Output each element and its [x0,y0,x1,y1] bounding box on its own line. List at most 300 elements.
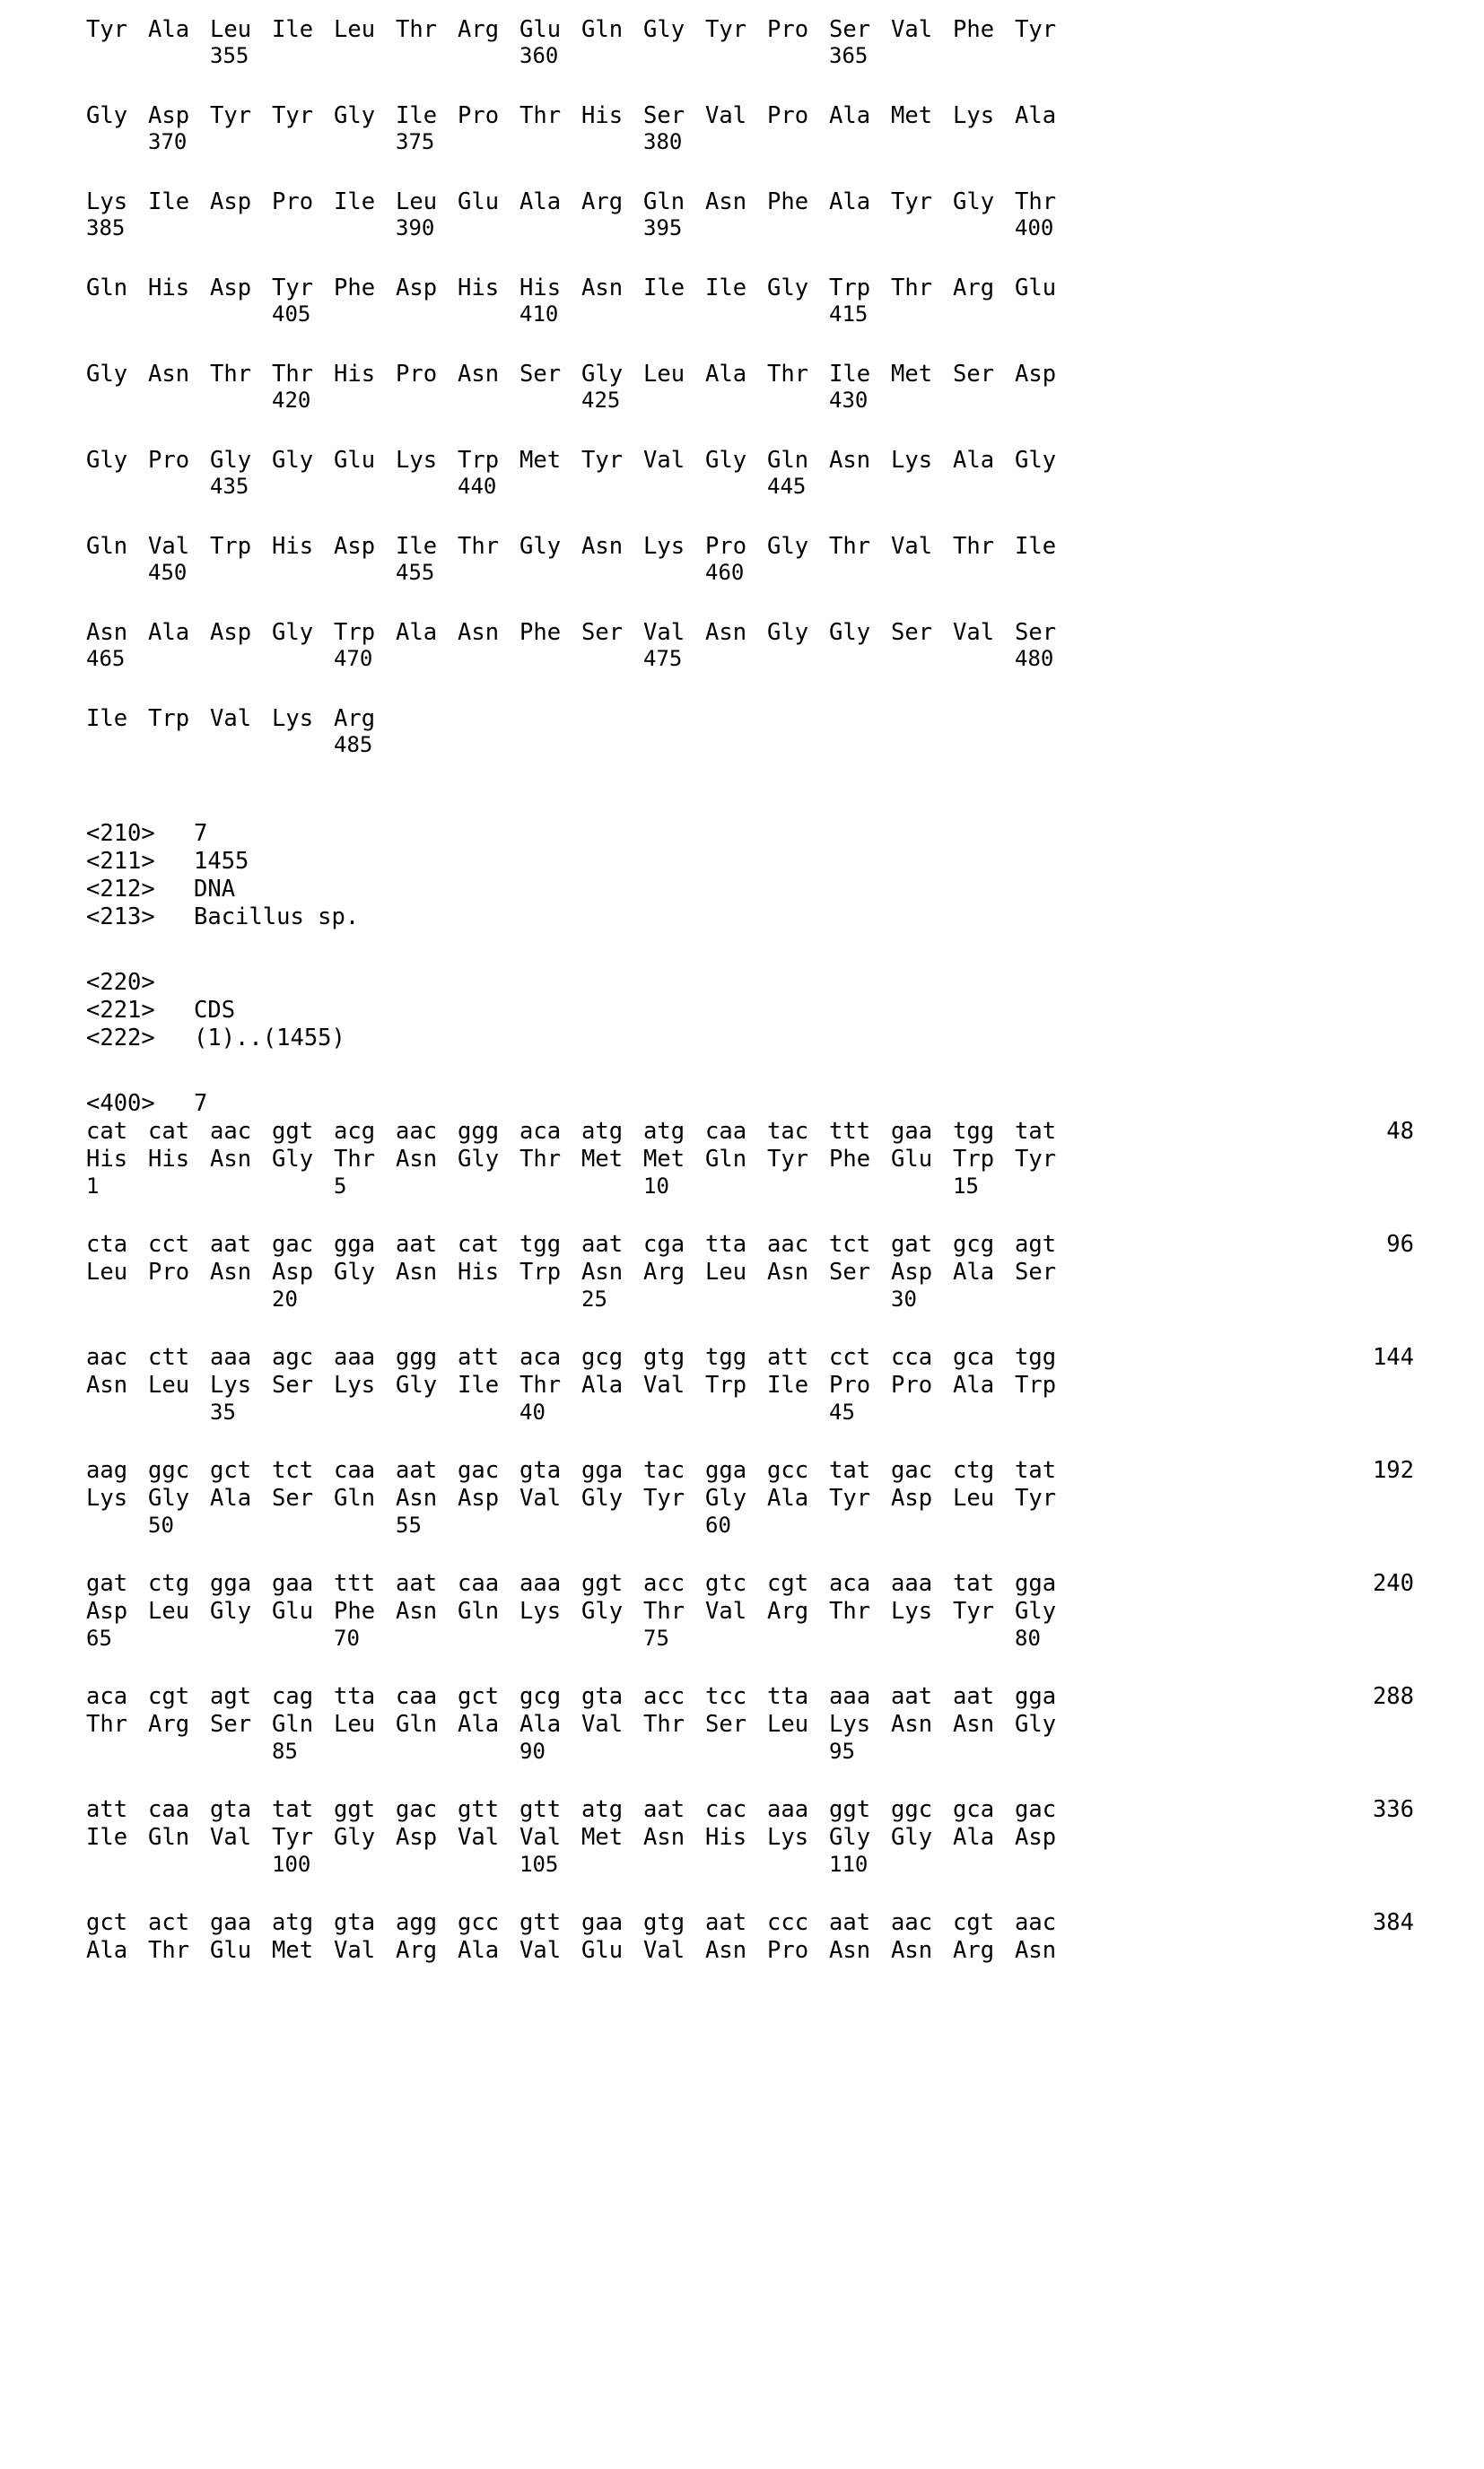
residue: Ile [767,1372,809,1399]
residue-number [148,1626,210,1651]
residue: Gly [272,619,314,646]
codon: gct [458,1683,500,1710]
codon: cga [643,1231,685,1258]
residue-number [953,1513,1015,1538]
residue: Asn [581,533,624,560]
residue: Gly [272,447,314,474]
codon: gta [581,1683,624,1710]
codon: aaa [334,1344,376,1371]
tag-value: CDS [194,997,236,1024]
codon: agt [210,1683,252,1710]
residue-number [396,301,458,327]
residue-number [272,560,334,585]
residue-number [1015,1287,1077,1312]
residue-number [272,129,334,154]
residue: Lys [829,1711,871,1738]
residue-number [767,1626,829,1651]
codon: gct [210,1457,252,1484]
residue: Ser [519,361,562,388]
residue: Leu [643,361,685,388]
residue-number [334,215,396,240]
residue: Pro [458,102,500,129]
residue-number [334,1513,396,1538]
residue-number [148,1852,210,1877]
residue-number [272,474,334,499]
codon: ggt [829,1796,871,1823]
codon: cag [272,1683,314,1710]
residue-number [148,1173,210,1199]
residue: Ile [86,1824,128,1851]
residue: Asn [891,1711,933,1738]
residue: Asp [891,1259,933,1286]
residue-number: 60 [705,1513,731,1538]
translation-row [86,1259,1414,1287]
residue-number [829,474,891,499]
codon: ggt [334,1796,376,1823]
residue-number [891,388,953,413]
residue: Lys [86,188,128,215]
residue-number [643,1400,705,1425]
residue: Leu [396,188,438,215]
codon: tat [1015,1457,1057,1484]
residue: Asn [86,1372,128,1399]
residue-number-row [86,1626,1414,1651]
residue: Ala [148,16,190,43]
residue-number [86,301,148,327]
residue: His [705,1824,747,1851]
residue-number [581,1852,643,1877]
residue: Gly [767,533,809,560]
protein-block [86,447,1414,499]
residue-number [767,301,829,327]
codon: caa [458,1570,500,1597]
residue: Arg [953,1937,995,1964]
residue-number [210,301,272,327]
residue-number [148,474,210,499]
residue-number [581,301,643,327]
codon: cgt [953,1909,995,1936]
residue-number [891,129,953,154]
codon: agc [272,1344,314,1371]
residue-number [396,1173,458,1199]
residue-number: 100 [272,1852,311,1877]
residue: Pro [767,1937,809,1964]
residue: Gly [643,16,685,43]
codon: gga [1015,1570,1057,1597]
codon-row [86,1457,1414,1485]
codon: aat [829,1909,871,1936]
residue-number: 30 [891,1287,917,1312]
residue-number [272,43,334,68]
codon: acg [334,1118,376,1145]
residue: Asp [458,1485,500,1512]
residue-number: 90 [519,1739,546,1764]
codon: gtt [458,1796,500,1823]
residue-number [891,1513,953,1538]
residue: Phe [519,619,562,646]
residue: Phe [334,275,376,301]
residue-row [86,16,1414,43]
residue-number [891,474,953,499]
residue: Gln [458,1598,500,1625]
residue-row [86,102,1414,129]
residue-number-row [86,1739,1414,1764]
residue: Ala [829,188,871,215]
residue: Trp [210,533,252,560]
residue-number [767,1287,829,1312]
base-count: 96 [1386,1231,1414,1258]
residue-number-row [86,1400,1414,1425]
residue-number [643,388,705,413]
residue: Gln [767,447,809,474]
residue-number [458,1173,519,1199]
residue-number [829,1173,891,1199]
residue-number [458,43,519,68]
residue: His [458,275,500,301]
residue-number [458,646,519,671]
residue: Leu [86,1259,128,1286]
tag-line [86,820,1414,848]
residue: Tyr [272,275,314,301]
residue: Lys [210,1372,252,1399]
residue-number [458,1513,519,1538]
residue-number [643,301,705,327]
residue: Val [643,619,685,646]
residue-number [86,1287,148,1312]
residue-number [519,215,581,240]
residue: Leu [767,1711,809,1738]
codon: aat [396,1231,438,1258]
residue: Leu [334,16,376,43]
residue: Val [953,619,995,646]
residue: Val [519,1824,562,1851]
residue: Pro [767,102,809,129]
residue: Gly [953,188,995,215]
residue-number [396,1626,458,1651]
residue: Ala [953,1824,995,1851]
residue: Val [210,705,252,732]
residue-number-row [86,1513,1414,1538]
residue-number: 385 [86,215,126,240]
residue: Pro [148,447,190,474]
tag-value [194,969,1414,997]
residue-number: 355 [210,43,249,68]
codon-row [86,1796,1414,1824]
codon: gac [891,1457,933,1484]
residue: Thr [210,361,252,388]
codon: gtt [519,1909,562,1936]
codon: gga [1015,1683,1057,1710]
residue-number: 425 [581,388,621,413]
residue: Ala [86,1937,128,1964]
residue-number [891,1852,953,1877]
codon: gta [210,1796,252,1823]
codon: aca [829,1570,871,1597]
residue-number [334,301,396,327]
residue: Pro [829,1372,871,1399]
translation-row [86,1937,1414,1965]
residue: Lys [519,1598,562,1625]
residue-number: 455 [396,560,435,585]
residue-number [334,43,396,68]
codon: gtg [643,1909,685,1936]
codon: tgg [705,1344,747,1371]
residue-number [519,560,581,585]
residue: Lys [86,1485,128,1512]
residue-number [705,646,767,671]
base-count: 288 [1372,1683,1414,1710]
residue-number [519,646,581,671]
codon: gga [705,1457,747,1484]
residue: Tyr [86,16,128,43]
codon: tct [829,1231,871,1258]
residue: Tyr [1015,1485,1057,1512]
residue-number [86,129,148,154]
residue: Gly [334,1824,376,1851]
residue-number [891,1173,953,1199]
residue-row [86,705,1414,732]
residue-number [581,560,643,585]
residue-number [767,1400,829,1425]
residue-number: 430 [829,388,869,413]
sequence-header-tags [86,820,1414,931]
residue-number [458,1400,519,1425]
residue-number [581,1400,643,1425]
codon: gat [891,1231,933,1258]
residue-row [86,361,1414,388]
dna-block [86,1909,1414,1965]
residue: Ile [334,188,376,215]
residue: Ile [458,1372,500,1399]
residue: Pro [767,16,809,43]
tag-key: <220> [86,969,155,996]
dna-block [86,1796,1414,1877]
codon: caa [396,1683,438,1710]
residue-number [86,474,148,499]
codon: aag [86,1457,128,1484]
tag-line [86,1090,1414,1118]
residue: Ser [891,619,933,646]
residue: Thr [643,1711,685,1738]
codon: aca [519,1118,562,1145]
residue-number [767,560,829,585]
residue-number [767,1739,829,1764]
residue-number: 485 [334,732,373,757]
codon: tct [272,1457,314,1484]
residue: Tyr [891,188,933,215]
residue-number [396,43,458,68]
residue-number: 450 [148,560,188,585]
protein-block [86,533,1414,585]
residue-number [458,301,519,327]
residue-number: 365 [829,43,869,68]
protein-block [86,188,1414,240]
residue-number: 55 [396,1513,422,1538]
residue-number [519,1173,581,1199]
residue-number [86,1739,148,1764]
residue: Asn [458,619,500,646]
residue: Gly [1015,447,1057,474]
residue: Asp [210,188,252,215]
residue: Tyr [272,1824,314,1851]
tag-key: <213> [86,903,155,930]
residue-number [1015,301,1077,327]
residue: Tyr [1015,16,1057,43]
residue-number [581,646,643,671]
residue-number [953,1626,1015,1651]
residue-number [519,1287,581,1312]
residue-number [953,1852,1015,1877]
residue-number: 440 [458,474,497,499]
residue: Gly [519,533,562,560]
residue-number [334,560,396,585]
residue: His [272,533,314,560]
codon: tac [767,1118,809,1145]
residue: Met [272,1937,314,1964]
residue-number: 460 [705,560,745,585]
residue: Val [643,447,685,474]
residue: Gln [86,275,128,301]
residue-number [705,301,767,327]
residue-number [458,1852,519,1877]
residue-number: 75 [643,1626,669,1651]
codon: gaa [891,1118,933,1145]
residue-number [643,1287,705,1312]
codon: att [86,1796,128,1823]
residue-number: 35 [210,1400,236,1425]
codon: acc [643,1570,685,1597]
codon: aat [396,1457,438,1484]
tag-value: Bacillus sp. [194,903,360,930]
residue: Gly [148,1485,190,1512]
residue-number [210,1626,272,1651]
residue-number: 110 [829,1852,869,1877]
residue: Gly [86,361,128,388]
codon: aca [519,1344,562,1371]
tag-value: 1455 [194,848,249,875]
residue: Pro [272,188,314,215]
residue-number [86,388,148,413]
codon: cgt [767,1570,809,1597]
residue: Trp [458,447,500,474]
codon: gcc [767,1457,809,1484]
dna-block [86,1457,1414,1538]
residue: Arg [643,1259,685,1286]
codon: atg [581,1118,624,1145]
residue-number [148,388,210,413]
codon: ctg [953,1457,995,1484]
residue-number: 465 [86,646,126,671]
residue-number [334,1400,396,1425]
residue: Phe [953,16,995,43]
residue: Ile [829,361,871,388]
residue: Ser [272,1372,314,1399]
residue-number: 1 [86,1173,100,1199]
residue-number [272,1626,334,1651]
residue: Ala [519,1711,562,1738]
residue: Gly [458,1146,500,1173]
residue: Ala [148,619,190,646]
codon-row [86,1683,1414,1711]
residue: Leu [953,1485,995,1512]
residue-number: 5 [334,1173,347,1199]
residue-number: 50 [148,1513,174,1538]
residue: Glu [458,188,500,215]
base-count: 336 [1372,1796,1414,1823]
residue-number [767,1173,829,1199]
residue: Lys [643,533,685,560]
codon: aaa [210,1344,252,1371]
residue: Ala [458,1711,500,1738]
residue-number [581,1739,643,1764]
residue-number-row [86,732,1414,757]
residue: Trp [148,705,190,732]
residue-number [953,301,1015,327]
residue-number [767,1852,829,1877]
residue-number [272,1173,334,1199]
residue-number [643,1513,705,1538]
residue: Asn [581,1259,624,1286]
codon: aac [396,1118,438,1145]
residue: Ala [953,1372,995,1399]
residue: Gly [272,1146,314,1173]
protein-block [86,619,1414,671]
codon-row [86,1118,1414,1146]
codon: ggt [272,1118,314,1145]
residue: Glu [334,447,376,474]
residue: Thr [829,1598,871,1625]
residue-number: 80 [1015,1626,1041,1651]
residue: Asn [210,1146,252,1173]
codon: att [458,1344,500,1371]
residue: Val [581,1711,624,1738]
codon: aat [581,1231,624,1258]
residue-number [148,301,210,327]
codon: aat [210,1231,252,1258]
codon: ggg [396,1344,438,1371]
residue-number [829,1626,891,1651]
tag-key: <400> [86,1090,155,1117]
residue-number: 85 [272,1739,298,1764]
residue-number: 380 [643,129,683,154]
residue: Met [581,1146,624,1173]
residue: Trp [953,1146,995,1173]
codon: gac [458,1457,500,1484]
residue: Tyr [210,102,252,129]
codon: agt [1015,1231,1057,1258]
codon: aac [210,1118,252,1145]
residue-number [829,1287,891,1312]
residue: Asn [581,275,624,301]
residue-number [334,388,396,413]
tag-value: DNA [194,876,236,903]
residue-number [705,1739,767,1764]
codon: tta [767,1683,809,1710]
codon: aac [1015,1909,1057,1936]
codon: aat [705,1909,747,1936]
residue-number [581,1626,643,1651]
translation-row [86,1598,1414,1626]
residue: Ser [829,16,871,43]
tag-value: 7 [194,1090,208,1117]
residue-number [767,129,829,154]
residue: Ile [148,188,190,215]
residue: Gly [86,447,128,474]
residue: Gly [891,1824,933,1851]
residue: Pro [705,533,747,560]
residue-number [643,43,705,68]
residue: Ser [272,1485,314,1512]
